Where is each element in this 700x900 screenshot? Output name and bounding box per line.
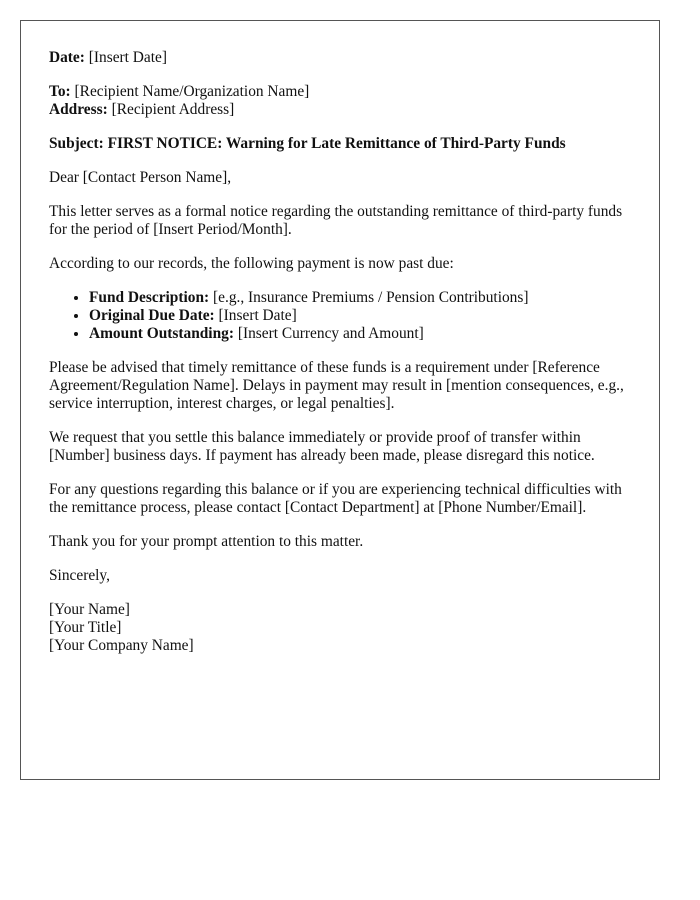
list-item xyxy=(89,289,631,307)
address-label: Address: xyxy=(49,101,108,118)
signer-name: [Your Name] xyxy=(49,601,130,618)
to-line xyxy=(49,83,631,101)
list-item xyxy=(89,325,631,343)
fund-description-value: [e.g., Insurance Premiums / Pension Contributions] xyxy=(213,289,529,306)
address-line xyxy=(49,101,631,119)
amount-outstanding-label: Amount Outstanding: xyxy=(89,325,234,342)
original-due-date-value: [Insert Date] xyxy=(218,307,297,324)
valediction: Sincerely, xyxy=(49,567,110,584)
date-label: Date: xyxy=(49,49,85,66)
salutation: Dear [Contact Person Name], xyxy=(49,169,232,186)
address-value: [Recipient Address] xyxy=(111,101,235,118)
thanks-paragraph: Thank you for your prompt attention to this matter. xyxy=(49,533,364,550)
advisory-paragraph: Please be advised that timely remittance of these funds is a requirement under [Reference Agreement/Regulation Name]. Delays in payment may result in [mention consequences, e.g., service interruption, interest charges, or legal penalties]. xyxy=(49,359,624,412)
list-item xyxy=(89,307,631,325)
recipient-block xyxy=(49,83,631,119)
subject-value: FIRST NOTICE: Warning for Late Remittance of Third-Party Funds xyxy=(107,135,566,152)
intro-paragraph: This letter serves as a formal notice regarding the outstanding remittance of third-party funds for the period of [Insert Period/Month]. xyxy=(49,203,623,238)
fund-description-label: Fund Description: xyxy=(89,289,210,306)
letter-page xyxy=(20,20,660,780)
records-intro-paragraph: According to our records, the following payment is now past due: xyxy=(49,255,454,272)
to-value: [Recipient Name/Organization Name] xyxy=(74,83,310,100)
original-due-date-label: Original Due Date: xyxy=(89,307,215,324)
request-paragraph: We request that you settle this balance immediately or provide proof of transfer within [Number] business days. If payment has already been made, please disregard this notice. xyxy=(49,429,595,464)
amount-outstanding-value: [Insert Currency and Amount] xyxy=(237,325,424,342)
questions-paragraph: For any questions regarding this balance or if you are experiencing technical difficulties with the remittance process, please contact [Contact Department] at [Phone Number/Email]. xyxy=(49,481,622,516)
to-label: To: xyxy=(49,83,71,100)
signer-company: [Your Company Name] xyxy=(49,637,194,654)
signer-title: [Your Title] xyxy=(49,619,122,636)
subject-label: Subject: xyxy=(49,135,104,152)
payment-details-list xyxy=(49,289,631,343)
subject-line xyxy=(49,135,631,153)
date-line xyxy=(49,49,631,67)
date-value: [Insert Date] xyxy=(88,49,167,66)
signature-block xyxy=(49,601,631,655)
